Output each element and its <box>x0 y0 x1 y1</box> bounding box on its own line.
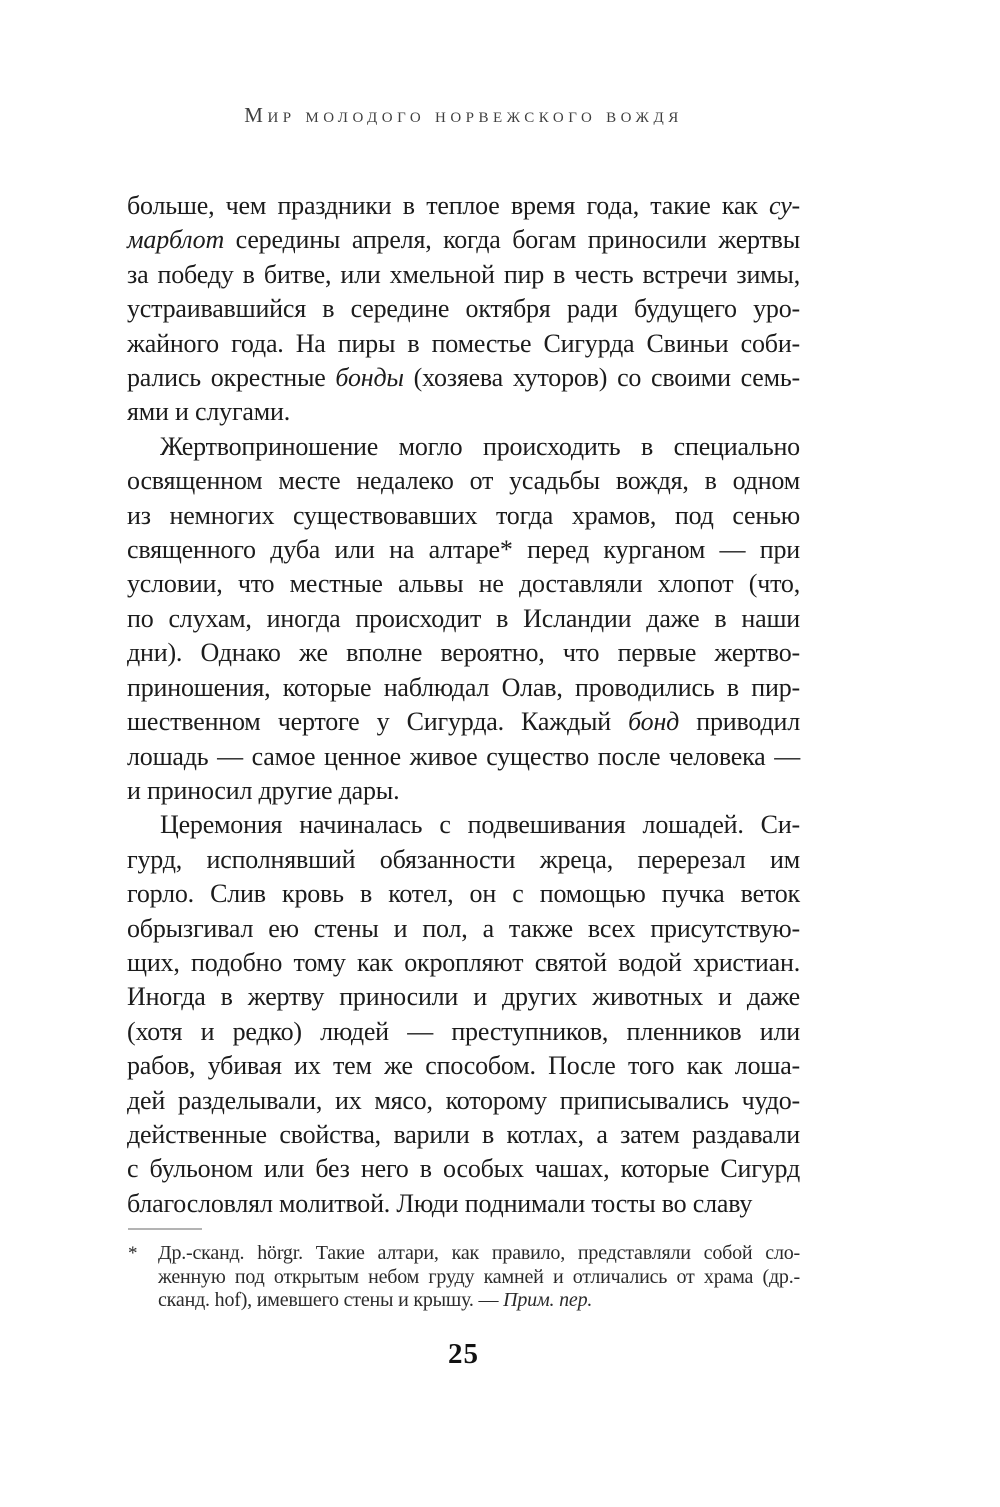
text-line: по слухам, иногда происходит в Исландии даже в наши <box>127 603 800 633</box>
text-line: устраивавшийся в середине октября ради будущего уро- <box>127 294 800 324</box>
text-line: рабов, убивая их тем же способом. После того как лоша- <box>127 1051 800 1081</box>
running-header: Мир молодого норвежского вождя <box>244 103 683 127</box>
footnote-marker: * <box>128 1243 138 1264</box>
footnote <box>128 1242 800 1313</box>
footnote-line: Др.-сканд. hörgr. Такие алтари, как правило, представляли собой сло- <box>158 1242 800 1264</box>
text-line: благословлял молитвой. Люди поднимали тосты во славу <box>127 1188 753 1218</box>
text-line: лошадь — самое ценное живое существо после человека — <box>127 741 800 771</box>
text-line: приношения, которые наблюдал Олав, проводились в пир- <box>127 672 800 702</box>
text-line: условии, что местные альвы не доставляли хлопот (что, <box>127 569 800 599</box>
text-line: дей разделывали, их мясо, которому приписывались чудо- <box>127 1085 800 1115</box>
text-line: больше, чем праздники в теплое время года, такие как су- <box>127 191 800 220</box>
text-line: (хотя и редко) людей — преступников, пленников или <box>127 1016 800 1046</box>
text-line: за победу в битве, или хмельной пир в честь встречи зимы, <box>127 259 800 289</box>
footnote-text <box>158 1242 800 1313</box>
text-line: священного дуба или на алтаре* перед курганом — при <box>127 535 800 565</box>
text-line: действенные свойства, варили в котлах, а затем раздавали <box>127 1119 800 1149</box>
text-line: Жертвоприношение могло происходить в специально <box>160 431 800 461</box>
text-line: рались окрестные бонды (хозяева хуторов) со своими семь- <box>127 363 800 393</box>
text-line: гурд, исполнявший обязанности жреца, перерезал им <box>127 844 800 874</box>
text-line: горло. Слив кровь в котел, он с помощью пучка веток <box>127 879 800 909</box>
text-line: из немногих существовавших тогда храмов, под сенью <box>127 500 800 530</box>
footnote-divider <box>128 1228 202 1230</box>
text-line: дни). Однако же вполне вероятно, что первые жертво- <box>127 638 800 668</box>
footnote-line: сканд. hof), имевшего стены и крышу. — Прим. пер. <box>158 1289 593 1311</box>
text-line: шественном чертоге у Сигурда. Каждый бонд приводил <box>127 707 800 737</box>
text-line: щих, подобно тому как окропляют святой водой христиан. <box>127 947 800 977</box>
text-line: и приносил другие дары. <box>127 775 400 805</box>
footnote-line: женную под открытым небом груду камней и отличались от храма (др.- <box>158 1265 800 1288</box>
text-line: жайного года. На пиры в поместье Сигурда Свиньи соби- <box>127 328 800 358</box>
text-line: марблот середины апреля, когда богам приносили жертвы <box>127 225 800 255</box>
text-line: Иногда в жертву приносили и других животных и даже <box>127 982 800 1012</box>
text-line: освященном месте недалеко от усадьбы вождя, в одном <box>127 466 800 496</box>
body-text <box>127 189 800 1221</box>
text-line: обрызгивал ею стены и пол, а также всех присутствую- <box>127 913 800 943</box>
text-line: с бульоном или без него в особых чашах, которые Сигурд <box>127 1154 800 1184</box>
page-number: 25 <box>448 1338 479 1370</box>
text-line: ями и слугами. <box>127 397 291 427</box>
text-line: Церемония начиналась с подвешивания лошадей. Си- <box>160 810 800 840</box>
